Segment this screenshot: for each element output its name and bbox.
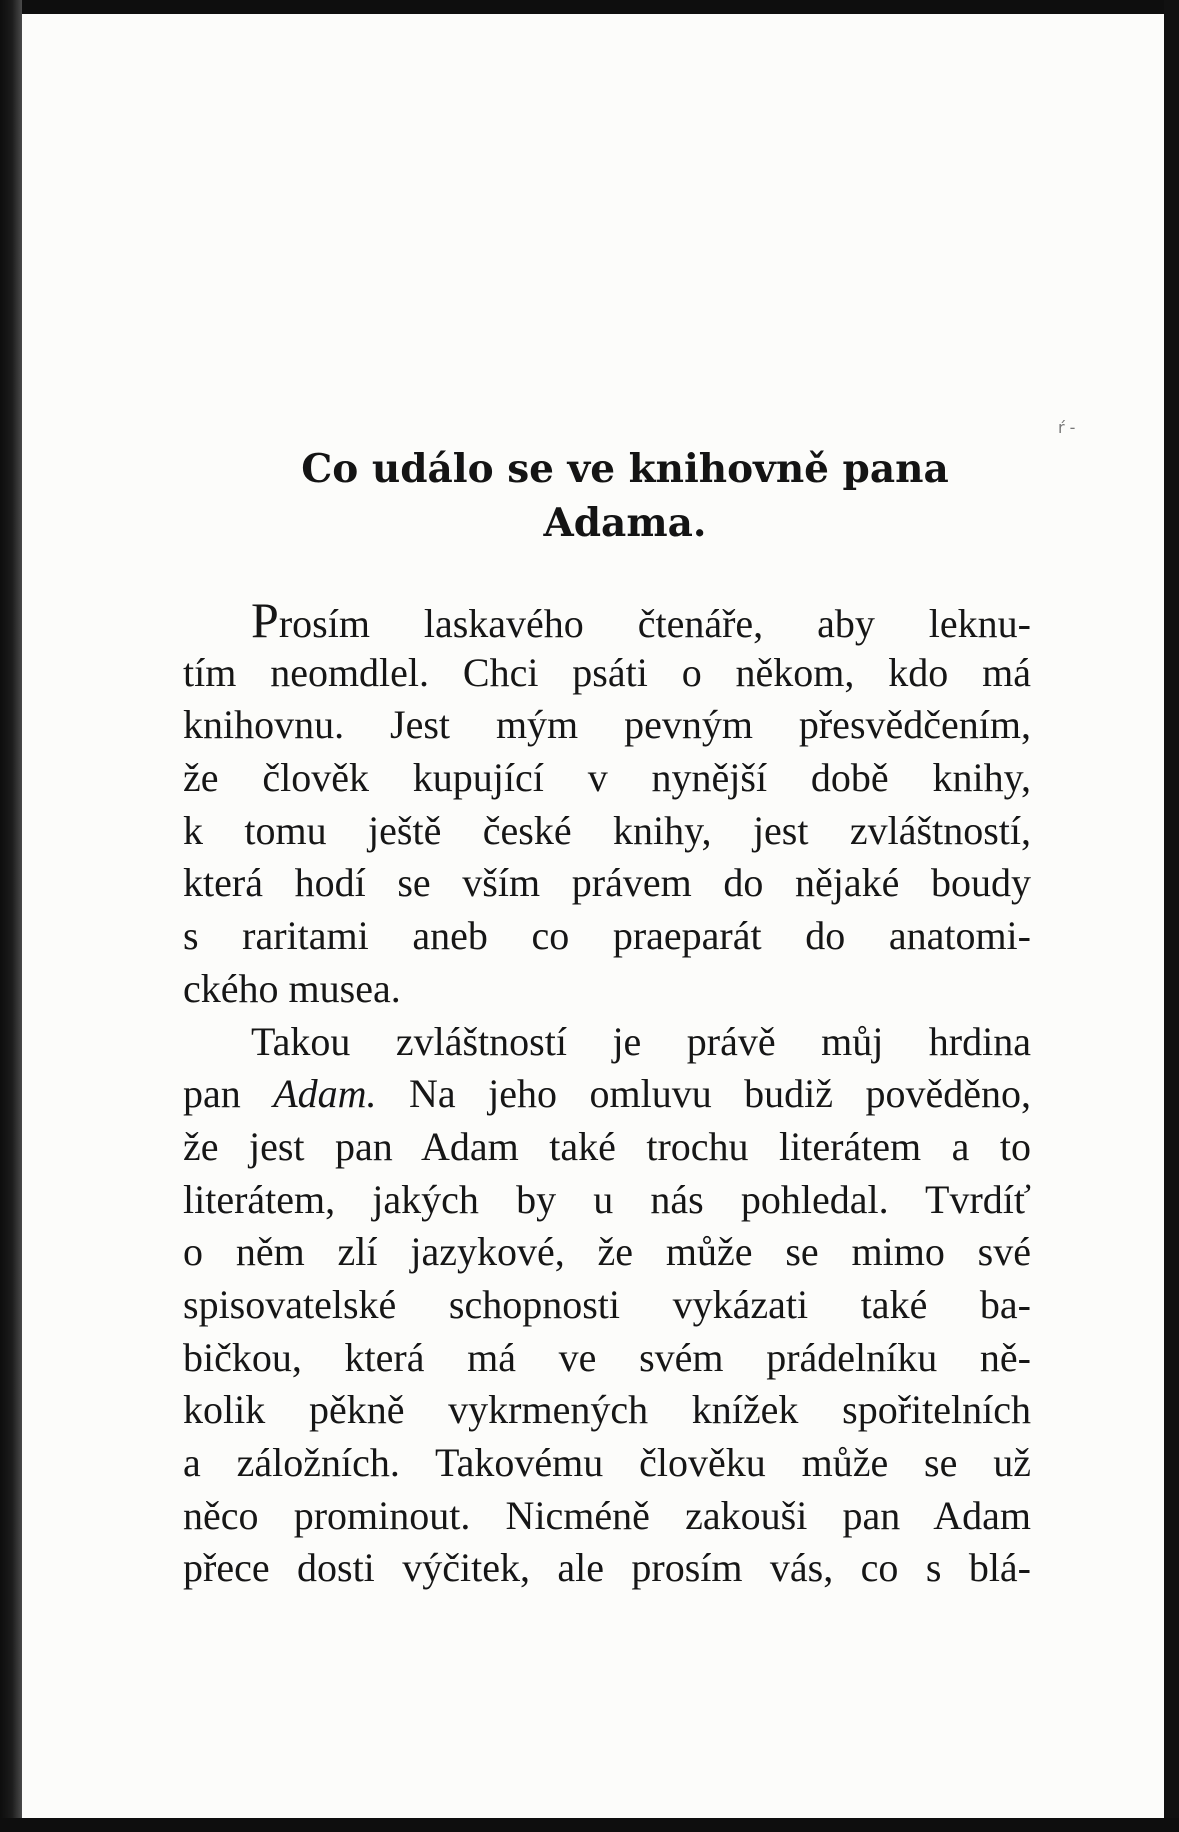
text-line: přece dosti výčitek, ale prosím vás, co s blá- (183, 1545, 1031, 1591)
scan-edge-right (1164, 0, 1179, 1832)
chapter-title-line-2: Adama. (543, 500, 707, 546)
text-fragment: Na jeho omluvu budiž pověděno, (376, 1071, 1032, 1117)
text-line: spisovatelské schopnosti vykázati také ba- (183, 1281, 1031, 1327)
text-line: bičkou, která má ve svém prádelníku ně- (183, 1334, 1031, 1380)
chapter-body (183, 594, 1031, 1595)
italic-name: Adam. (273, 1071, 377, 1117)
scan-edge-left (0, 0, 22, 1832)
margin-specks: ŕ - (1058, 418, 1076, 437)
text-line (183, 594, 1031, 647)
text-line: k tomu ještě české knihy, jest zvláštností, (183, 807, 1031, 853)
text-line: Takou zvláštností je právě můj hrdina (251, 1018, 1031, 1064)
text-fragment: rosím laskavého čtenáře, aby leknu- (278, 601, 1031, 646)
text-fragment: pan (183, 1071, 274, 1117)
text-line: literátem, jakých by u nás pohledal. Tvrdíť (183, 1176, 1031, 1222)
text-line: která hodí se vším právem do nějaké boudy (183, 860, 1031, 906)
scan-edge-top (0, 0, 1179, 14)
text-line: něco prominout. Nicméně zakouši pan Adam (183, 1492, 1031, 1538)
text-line: s raritami aneb co praeparát do anatomi- (183, 913, 1031, 959)
text-line: ckého musea. (183, 965, 401, 1011)
chapter-title (160, 442, 1090, 550)
chapter-title-line-1: Co událo se ve knihovně pana (301, 446, 949, 492)
text-line (183, 1068, 1031, 1121)
text-line: knihovnu. Jest mým pevným přesvědčením, (183, 702, 1031, 748)
text-line: o něm zlí jazykové, že může se mimo své (183, 1229, 1031, 1275)
text-line: a záložních. Takovému člověku může se už (183, 1440, 1031, 1485)
text-line: že člověk kupující v nynější době knihy, (183, 755, 1031, 801)
text-line: kolik pěkně vykrmených knížek spořitelních (183, 1387, 1031, 1433)
drop-cap: P (251, 592, 279, 648)
scan-edge-bottom (0, 1818, 1179, 1832)
text-line: že jest pan Adam také trochu literátem a to (183, 1123, 1031, 1169)
text-line: tím neomdlel. Chci psáti o někom, kdo má (183, 649, 1031, 695)
